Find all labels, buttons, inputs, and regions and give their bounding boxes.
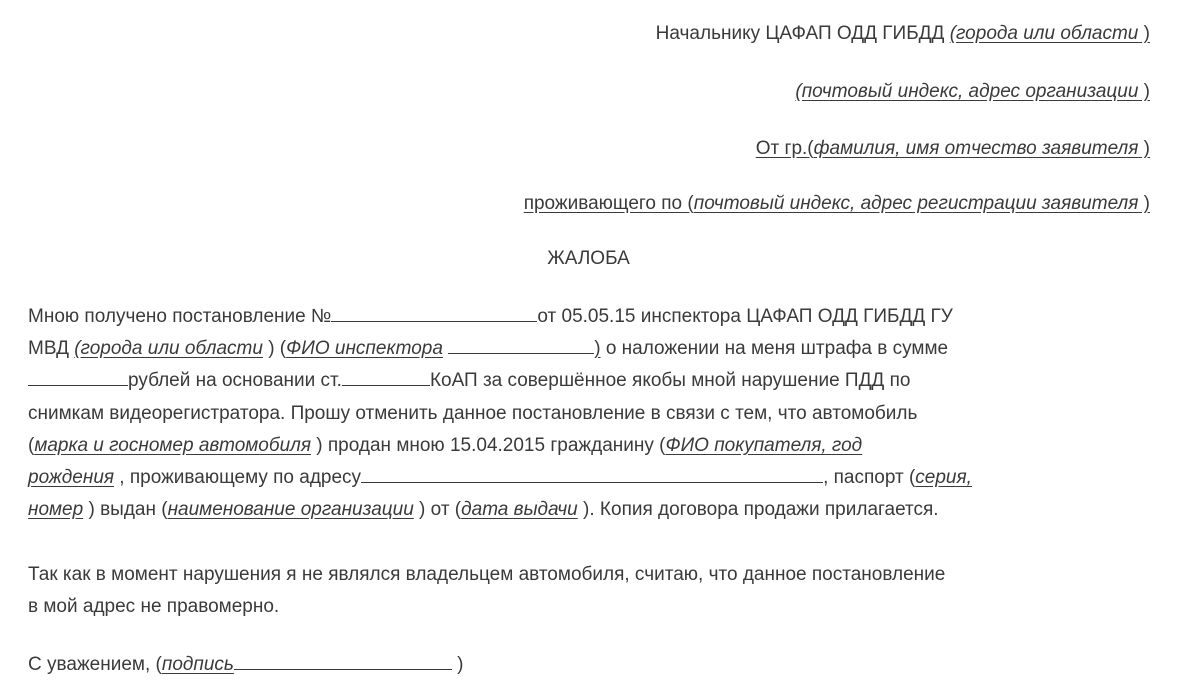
resolution-number-blank — [331, 303, 537, 322]
header-residence-field: почтовый индекс, адрес регистрации заявителя — [693, 193, 1139, 214]
header-recipient — [656, 22, 1150, 46]
passport-series-field: серия, — [915, 467, 972, 489]
paragraph-line — [28, 301, 1168, 333]
header-recipient-field: (города или области — [949, 23, 1139, 44]
paragraph-line: снимкам видеорегистратора. Прошу отменить данное постановление в связи с тем, что автомобиль — [28, 402, 918, 424]
paragraph-line — [28, 365, 1168, 397]
paragraph-line — [28, 430, 1168, 462]
header-recipient-close: ) — [1138, 23, 1150, 44]
signature-blank — [234, 651, 452, 670]
address-blank — [361, 464, 823, 483]
text-fragment: , проживающему по адресу — [114, 467, 362, 489]
document-title: ЖАЛОБА — [547, 248, 630, 269]
text-fragment: КоАП за совершённое якобы мной нарушение ПДД по — [429, 370, 911, 392]
passport-number-field: номер — [28, 499, 84, 521]
signature-field: подпись — [161, 654, 234, 675]
text-fragment: ) ( — [262, 338, 287, 360]
birth-year-field: рождения — [28, 467, 115, 489]
buyer-name-field: ФИО покупателя, год — [665, 434, 863, 456]
issue-date-field: дата выдачи — [461, 499, 578, 521]
text-fragment: ) — [594, 338, 601, 360]
header-address-close: ) — [1138, 81, 1150, 102]
header-sender — [756, 137, 1150, 161]
closing-signature — [28, 649, 1168, 681]
fine-amount-blank — [28, 367, 128, 386]
header-sender-prefix: От гр.( — [755, 138, 814, 159]
header-organization-address — [795, 80, 1150, 104]
conclusion-paragraph — [28, 559, 1168, 623]
text-fragment: ) продан мною 15.04.2015 гражданину ( — [311, 434, 666, 456]
complaint-paragraph — [28, 301, 1168, 526]
text-fragment: Мною получено постановление № — [28, 306, 332, 327]
closing-close: ) — [451, 654, 464, 675]
city-field: (города или области — [74, 338, 263, 360]
paragraph-line — [28, 333, 1168, 365]
text-fragment: ( — [28, 434, 35, 456]
text-fragment: о наложении на меня штрафа в сумме — [600, 338, 949, 360]
paragraph-line — [28, 494, 1168, 526]
text-fragment: рублей на основании ст. — [128, 370, 342, 392]
header-sender-close: ) — [1138, 138, 1150, 159]
text-fragment: МВД — [28, 338, 75, 360]
header-recipient-prefix: Начальнику ЦАФАП ОДД ГИБДД — [655, 23, 950, 44]
car-make-plate-field: марка и госномер автомобиля — [34, 434, 311, 456]
article-number-blank — [342, 367, 430, 386]
issuing-organization-field: наименование организации — [167, 499, 414, 521]
header-residence-close: ) — [1138, 193, 1150, 214]
text-fragment: ) от ( — [413, 499, 462, 521]
inspector-name-field: ФИО инспектора — [286, 338, 443, 360]
inspector-name-blank — [448, 335, 594, 354]
header-residence-prefix: проживающего по ( — [523, 193, 694, 214]
paragraph-line: Так как в момент нарушения я не являлся владельцем автомобиля, считаю, что данное постановление — [28, 564, 946, 585]
closing-prefix: С уважением, ( — [28, 654, 162, 675]
header-address-field: (почтовый индекс, адрес организации — [795, 81, 1139, 102]
text-fragment: ) выдан ( — [83, 499, 168, 521]
text-fragment: от 05.05.15 инспектора ЦАФАП ОДД ГИБДД ГУ — [537, 306, 953, 327]
text-fragment: , паспорт ( — [823, 467, 916, 489]
header-sender-field: фамилия, имя отчество заявителя — [813, 138, 1139, 159]
paragraph-line — [28, 462, 1168, 494]
header-residence — [524, 192, 1150, 216]
text-fragment: ). Копия договора продажи прилагается. — [577, 499, 939, 521]
paragraph-line: в мой адрес не правомерно. — [28, 596, 280, 618]
